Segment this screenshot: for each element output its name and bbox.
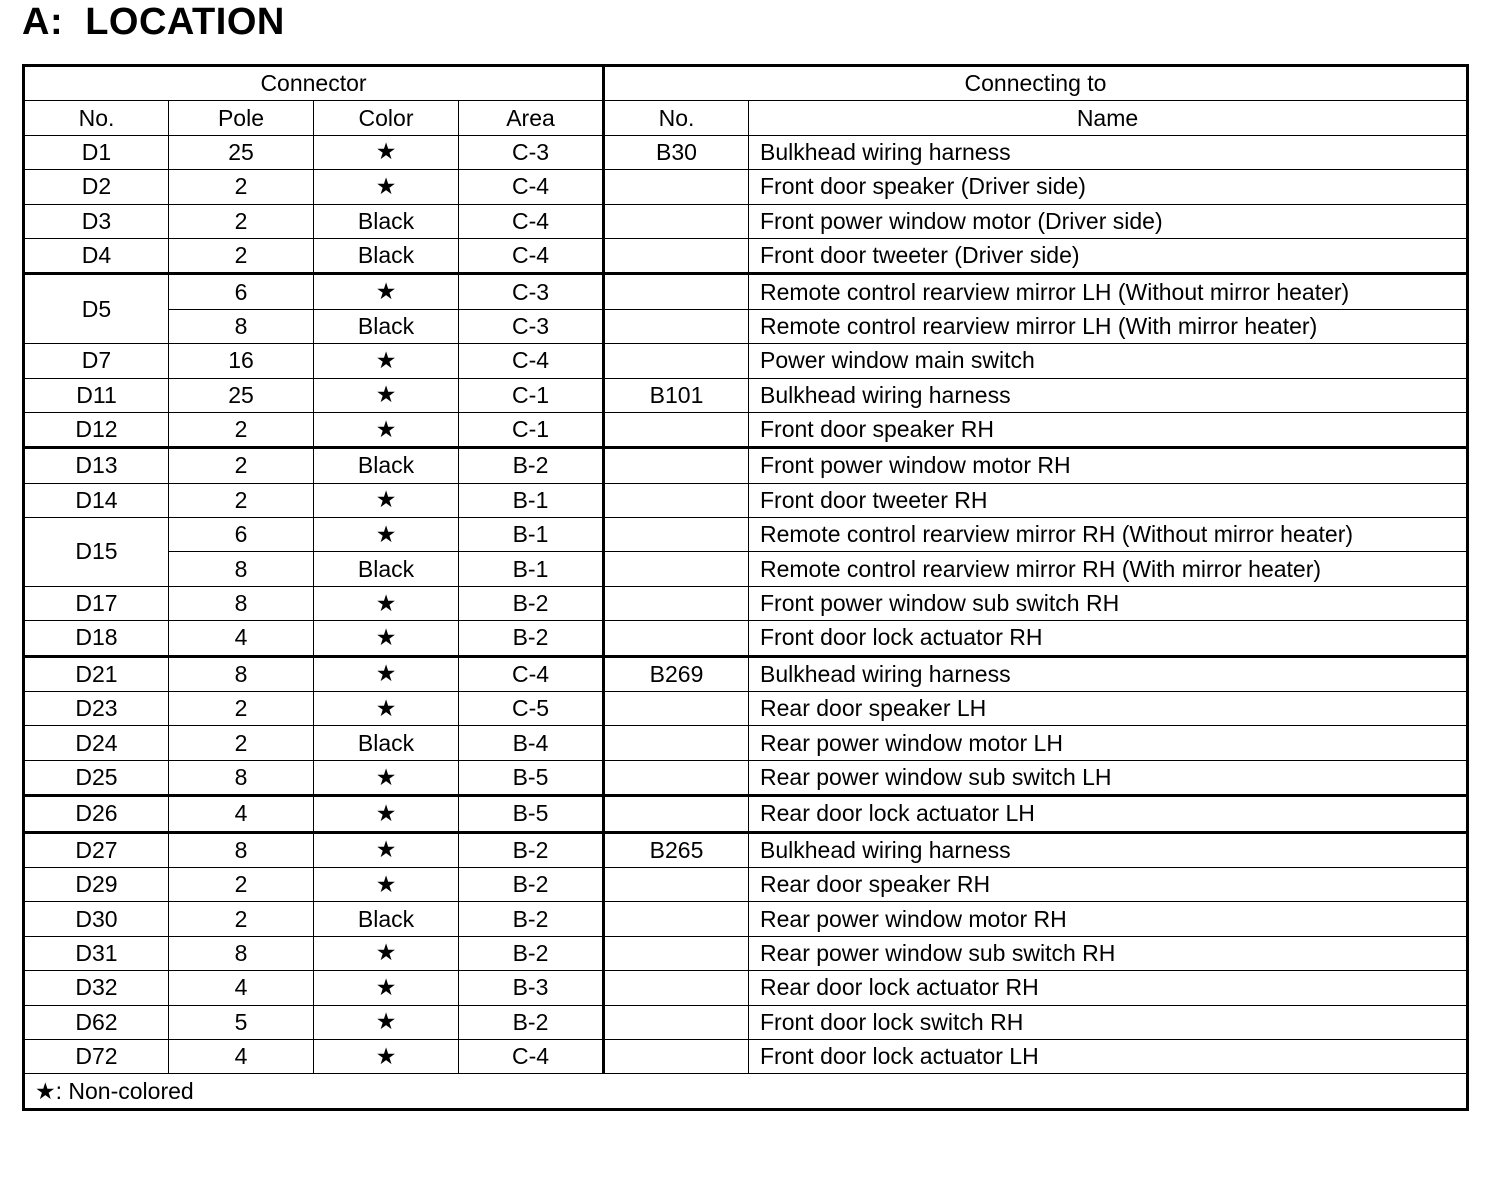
cell-pole: 8 [169, 552, 314, 586]
cell-name: Rear power window motor LH [749, 726, 1468, 760]
cell-pole: 8 [169, 309, 314, 343]
cell-no: D15 [24, 518, 169, 587]
column-header-color: Color [314, 101, 459, 135]
cell-area: B-5 [459, 796, 604, 832]
table-row [24, 902, 1468, 936]
cell-name: Front power window sub switch RH [749, 586, 1468, 620]
cell-to-no: B30 [604, 135, 749, 169]
cell-area: B-1 [459, 552, 604, 586]
cell-color: ★ [314, 796, 459, 832]
cell-to-no [604, 760, 749, 795]
column-header-no: No. [24, 101, 169, 135]
column-header-area: Area [459, 101, 604, 135]
table-row [24, 796, 1468, 832]
cell-no: D13 [24, 448, 169, 483]
table-row [24, 586, 1468, 620]
cell-pole: 2 [169, 238, 314, 273]
table-row [24, 344, 1468, 378]
cell-area: B-2 [459, 936, 604, 970]
cell-name: Front door tweeter RH [749, 483, 1468, 517]
cell-no: D72 [24, 1039, 169, 1073]
cell-pole: 8 [169, 936, 314, 970]
cell-name: Front door speaker RH [749, 412, 1468, 447]
cell-to-no [604, 902, 749, 936]
cell-area: C-4 [459, 656, 604, 691]
cell-to-no: B269 [604, 656, 749, 691]
cell-color: Black [314, 726, 459, 760]
cell-no: D12 [24, 412, 169, 447]
cell-to-no [604, 971, 749, 1005]
table-row [24, 936, 1468, 970]
cell-color: Black [314, 238, 459, 273]
table-body [24, 135, 1468, 1074]
cell-color: ★ [314, 135, 459, 169]
cell-area: C-5 [459, 692, 604, 726]
cell-area: B-2 [459, 1005, 604, 1039]
cell-color: ★ [314, 1005, 459, 1039]
cell-area: B-2 [459, 586, 604, 620]
cell-area: B-2 [459, 621, 604, 656]
cell-color: Black [314, 309, 459, 343]
cell-area: B-2 [459, 902, 604, 936]
cell-name: Power window main switch [749, 344, 1468, 378]
cell-no: D30 [24, 902, 169, 936]
cell-pole: 4 [169, 1039, 314, 1073]
cell-no: D5 [24, 274, 169, 344]
table-row [24, 692, 1468, 726]
cell-no: D2 [24, 170, 169, 204]
connector-group-header: Connector [24, 66, 604, 101]
cell-no: D7 [24, 344, 169, 378]
table-row [24, 309, 1468, 343]
cell-area: C-1 [459, 378, 604, 412]
cell-to-no [604, 344, 749, 378]
cell-area: B-2 [459, 867, 604, 901]
cell-to-no [604, 170, 749, 204]
cell-area: C-4 [459, 1039, 604, 1073]
legend-row [24, 1074, 1468, 1109]
cell-area: B-1 [459, 483, 604, 517]
cell-area: C-4 [459, 344, 604, 378]
cell-area: C-4 [459, 204, 604, 238]
cell-area: B-3 [459, 971, 604, 1005]
cell-area: C-3 [459, 309, 604, 343]
cell-name: Rear door lock actuator RH [749, 971, 1468, 1005]
cell-area: B-2 [459, 832, 604, 867]
column-header-name: Name [749, 101, 1468, 135]
column-header-pole: Pole [169, 101, 314, 135]
cell-color: ★ [314, 586, 459, 620]
cell-name: Rear power window sub switch RH [749, 936, 1468, 970]
cell-no: D26 [24, 796, 169, 832]
cell-area: C-4 [459, 238, 604, 273]
cell-color: Black [314, 448, 459, 483]
cell-name: Bulkhead wiring harness [749, 656, 1468, 691]
connecting-to-group-header: Connecting to [604, 66, 1468, 101]
cell-area: B-1 [459, 518, 604, 552]
table-row [24, 135, 1468, 169]
cell-no: D27 [24, 832, 169, 867]
cell-no: D29 [24, 867, 169, 901]
table-row [24, 867, 1468, 901]
cell-pole: 8 [169, 760, 314, 795]
cell-no: D3 [24, 204, 169, 238]
cell-to-no [604, 552, 749, 586]
cell-to-no [604, 448, 749, 483]
cell-color: ★ [314, 518, 459, 552]
cell-pole: 2 [169, 170, 314, 204]
cell-color: ★ [314, 483, 459, 517]
cell-color: ★ [314, 170, 459, 204]
cell-pole: 16 [169, 344, 314, 378]
cell-to-no: B101 [604, 378, 749, 412]
cell-name: Rear door speaker RH [749, 867, 1468, 901]
cell-area: C-1 [459, 412, 604, 447]
table-row [24, 726, 1468, 760]
cell-name: Rear power window sub switch LH [749, 760, 1468, 795]
cell-area: B-2 [459, 448, 604, 483]
cell-name: Front door tweeter (Driver side) [749, 238, 1468, 273]
cell-to-no [604, 936, 749, 970]
cell-to-no [604, 412, 749, 447]
cell-name: Front door lock switch RH [749, 1005, 1468, 1039]
cell-pole: 2 [169, 204, 314, 238]
cell-to-no [604, 1005, 749, 1039]
cell-color: ★ [314, 621, 459, 656]
cell-area: C-3 [459, 274, 604, 309]
cell-name: Front door lock actuator LH [749, 1039, 1468, 1073]
cell-pole: 2 [169, 448, 314, 483]
cell-no: D21 [24, 656, 169, 691]
cell-pole: 2 [169, 902, 314, 936]
table-row [24, 518, 1468, 552]
cell-pole: 2 [169, 867, 314, 901]
cell-color: ★ [314, 1039, 459, 1073]
cell-color: ★ [314, 936, 459, 970]
table-row [24, 1005, 1468, 1039]
cell-to-no [604, 1039, 749, 1073]
cell-pole: 2 [169, 726, 314, 760]
cell-name: Remote control rearview mirror LH (With mirror heater) [749, 309, 1468, 343]
cell-pole: 2 [169, 412, 314, 447]
cell-area: B-5 [459, 760, 604, 795]
cell-color: ★ [314, 378, 459, 412]
cell-pole: 5 [169, 1005, 314, 1039]
cell-to-no [604, 274, 749, 309]
cell-to-no [604, 796, 749, 832]
table-row [24, 832, 1468, 867]
table-row [24, 448, 1468, 483]
cell-name: Front power window motor (Driver side) [749, 204, 1468, 238]
cell-no: D4 [24, 238, 169, 273]
cell-to-no [604, 867, 749, 901]
column-header-to-no: No. [604, 101, 749, 135]
cell-color: ★ [314, 344, 459, 378]
cell-color: ★ [314, 412, 459, 447]
cell-name: Remote control rearview mirror LH (Without mirror heater) [749, 274, 1468, 309]
cell-no: D32 [24, 971, 169, 1005]
cell-pole: 25 [169, 135, 314, 169]
cell-to-no [604, 692, 749, 726]
cell-name: Front power window motor RH [749, 448, 1468, 483]
cell-name: Rear door speaker LH [749, 692, 1468, 726]
cell-to-no [604, 204, 749, 238]
cell-pole: 6 [169, 274, 314, 309]
cell-color: ★ [314, 760, 459, 795]
cell-color: ★ [314, 656, 459, 691]
cell-no: D23 [24, 692, 169, 726]
cell-pole: 4 [169, 796, 314, 832]
cell-pole: 2 [169, 692, 314, 726]
cell-area: C-3 [459, 135, 604, 169]
cell-no: D31 [24, 936, 169, 970]
column-header-row [24, 101, 1468, 135]
table-row [24, 552, 1468, 586]
cell-color: ★ [314, 692, 459, 726]
cell-color: Black [314, 902, 459, 936]
cell-name: Front door lock actuator RH [749, 621, 1468, 656]
table-row [24, 170, 1468, 204]
location-table [22, 64, 1469, 1111]
cell-area: B-4 [459, 726, 604, 760]
cell-no: D14 [24, 483, 169, 517]
cell-no: D17 [24, 586, 169, 620]
cell-pole: 25 [169, 378, 314, 412]
cell-pole: 4 [169, 971, 314, 1005]
table-row [24, 378, 1468, 412]
cell-name: Remote control rearview mirror RH (With mirror heater) [749, 552, 1468, 586]
cell-no: D1 [24, 135, 169, 169]
table-row [24, 204, 1468, 238]
cell-color: ★ [314, 971, 459, 1005]
cell-pole: 8 [169, 656, 314, 691]
cell-no: D62 [24, 1005, 169, 1039]
cell-to-no: B265 [604, 832, 749, 867]
cell-to-no [604, 518, 749, 552]
cell-to-no [604, 586, 749, 620]
cell-name: Front door speaker (Driver side) [749, 170, 1468, 204]
legend-note: ★: Non-colored [24, 1074, 1468, 1109]
cell-no: D18 [24, 621, 169, 656]
table-row [24, 412, 1468, 447]
table-row [24, 760, 1468, 795]
cell-pole: 6 [169, 518, 314, 552]
cell-no: D11 [24, 378, 169, 412]
cell-to-no [604, 726, 749, 760]
table-row [24, 483, 1468, 517]
cell-to-no [604, 621, 749, 656]
cell-area: C-4 [459, 170, 604, 204]
cell-no: D24 [24, 726, 169, 760]
table-row [24, 656, 1468, 691]
cell-pole: 2 [169, 483, 314, 517]
table-row [24, 1039, 1468, 1073]
cell-to-no [604, 483, 749, 517]
cell-name: Bulkhead wiring harness [749, 135, 1468, 169]
cell-pole: 8 [169, 832, 314, 867]
table-row [24, 621, 1468, 656]
cell-pole: 4 [169, 621, 314, 656]
cell-color: ★ [314, 867, 459, 901]
cell-name: Rear door lock actuator LH [749, 796, 1468, 832]
table-row [24, 971, 1468, 1005]
cell-to-no [604, 309, 749, 343]
cell-name: Remote control rearview mirror RH (Without mirror heater) [749, 518, 1468, 552]
group-header-row [24, 66, 1468, 101]
cell-name: Rear power window motor RH [749, 902, 1468, 936]
cell-color: Black [314, 552, 459, 586]
cell-color: Black [314, 204, 459, 238]
table-row [24, 238, 1468, 273]
table-row [24, 274, 1468, 309]
cell-to-no [604, 238, 749, 273]
cell-name: Bulkhead wiring harness [749, 832, 1468, 867]
cell-color: ★ [314, 832, 459, 867]
cell-color: ★ [314, 274, 459, 309]
cell-no: D25 [24, 760, 169, 795]
page-title: A: LOCATION [22, 1, 285, 43]
cell-pole: 8 [169, 586, 314, 620]
cell-name: Bulkhead wiring harness [749, 378, 1468, 412]
